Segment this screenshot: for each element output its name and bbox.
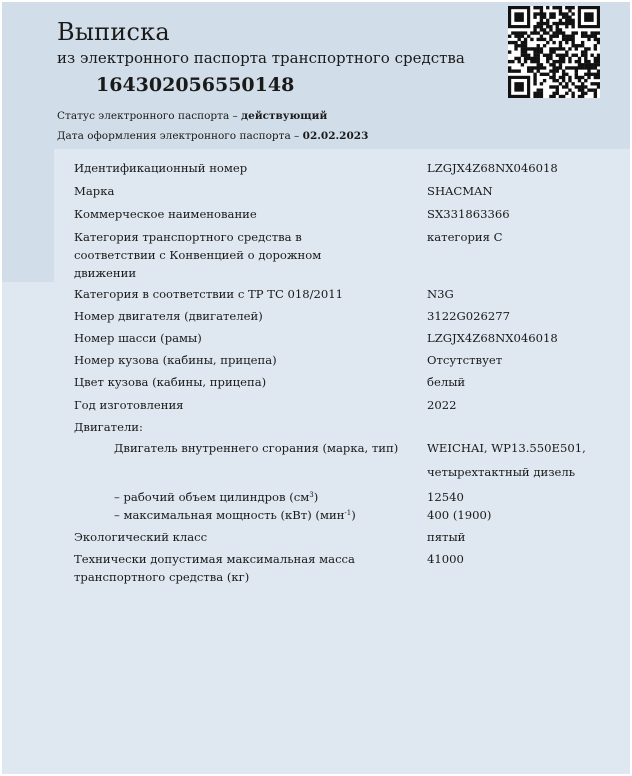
date-label: Дата оформления электронного паспорта –	[57, 130, 303, 142]
field-value-line: WEICHAI, WP13.550E501,	[427, 441, 586, 455]
issue-date	[57, 130, 368, 142]
field-value: LZGJX4Z68NX046018	[427, 161, 558, 175]
superscript: -1	[344, 509, 352, 517]
qr-code-icon	[508, 6, 600, 98]
field-label: Категория в соответствии с ТР ТС 018/2011	[74, 287, 344, 301]
field-value: 12540	[427, 490, 464, 504]
field-label-line: движении	[74, 266, 137, 280]
field-label-line: Категория транспортного средства в	[74, 230, 302, 244]
field-label: Цвет кузова (кабины, прицепа)	[74, 375, 267, 389]
field-label: Марка	[74, 184, 115, 198]
field-label: Номер кузова (кабины, прицепа)	[74, 353, 277, 367]
section-heading: Двигатели:	[74, 420, 143, 434]
field-label: Экологический класс	[74, 530, 208, 544]
field-label	[114, 506, 414, 524]
field-value: LZGJX4Z68NX046018	[427, 331, 558, 345]
field-label-text: – максимальная мощность (кВт) (мин	[114, 508, 345, 522]
document-page	[2, 2, 630, 774]
field-label: Год изготовления	[74, 398, 184, 412]
field-label: Номер двигателя (двигателей)	[74, 309, 263, 323]
field-value: 3122G026277	[427, 309, 511, 323]
field-label: Номер шасси (рамы)	[74, 331, 202, 345]
field-label-line: Технически допустимая максимальная масса	[74, 552, 355, 566]
field-value: 400 (1900)	[427, 508, 492, 522]
field-value: категория C	[427, 230, 503, 244]
header-left-strip	[2, 149, 54, 282]
passport-number: 164302056550148	[96, 74, 295, 96]
field-label	[74, 228, 374, 282]
field-label-line: транспортного средства (кг)	[74, 570, 250, 584]
field-label	[74, 550, 374, 586]
field-value: пятый	[427, 530, 466, 544]
field-value: 2022	[427, 398, 457, 412]
date-value: 02.02.2023	[302, 130, 369, 142]
field-value: SX331863366	[427, 207, 510, 221]
field-label-line: соответствии с Конвенцией о дорожном	[74, 248, 322, 262]
passport-status	[57, 110, 327, 122]
document-subtitle: из электронного паспорта транспортного средства	[57, 49, 465, 67]
superscript: 3	[309, 491, 314, 499]
field-value: четырехтактный дизель	[427, 465, 576, 479]
field-value	[427, 439, 627, 457]
field-value: SHACMAN	[427, 184, 493, 198]
field-value: 41000	[427, 552, 464, 566]
field-value: Отсутствует	[427, 353, 503, 367]
field-label	[114, 488, 414, 506]
field-label: Коммерческое наименование	[74, 207, 257, 221]
field-value: N3G	[427, 287, 454, 301]
document-title: Выписка	[57, 18, 170, 46]
field-label-end: )	[313, 490, 319, 504]
status-label: Статус электронного паспорта –	[57, 110, 242, 122]
status-value: действующий	[241, 110, 328, 122]
field-value: белый	[427, 375, 466, 389]
field-label-end: )	[351, 508, 356, 522]
field-label: Идентификационный номер	[74, 161, 248, 175]
field-label-text: – рабочий объем цилиндров (см	[114, 490, 310, 504]
field-label: Двигатель внутреннего сгорания (марка, тип)	[114, 441, 399, 455]
